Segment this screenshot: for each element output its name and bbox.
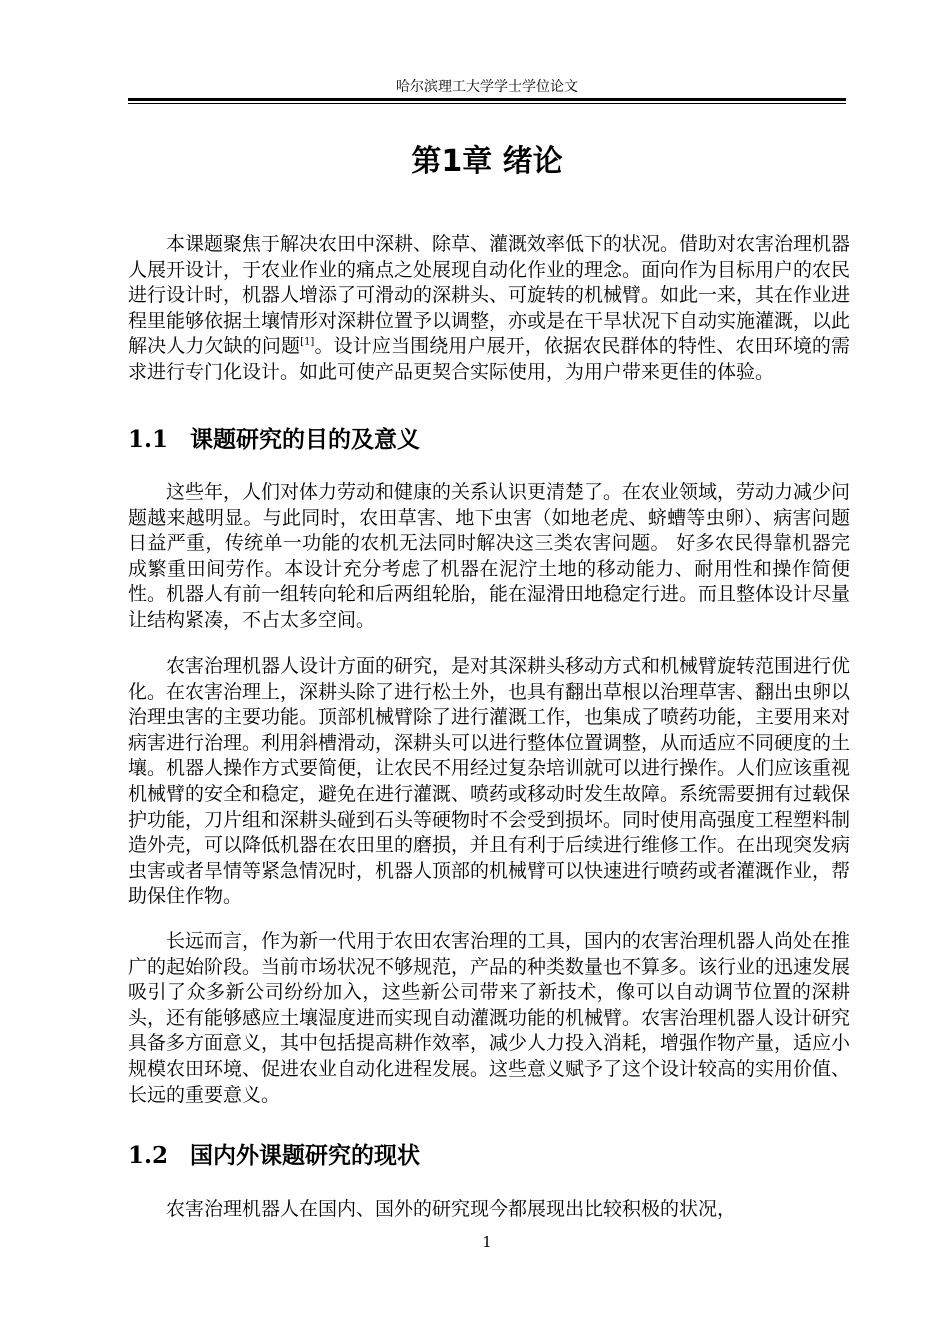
header-rule-thin bbox=[128, 103, 846, 104]
section-1-1-paragraph-3: 长远而言，作为新一代用于农田农害治理的工具，国内的农害治理机器人尚处在推广的起始阶段。当前市场状况不够规范，产品的种类数量也不算多。该行业的迅速发展吸引了众多新公司纷纷加入，这些新公司带来了新技术，像可以自动调节位置的深耕头，还有能够感应土壤湿度进而实现自动灌溉功能的机械臂。农害治理机器人设计研究具备多方面意义，其中包括提高耕作效率，减少人力投入消耗，增强作物产量，适应小规模农田环境、促进农业自动化进程发展。这些意义赋予了这个设计较高的实用价值、长远的重要意义。 bbox=[128, 930, 851, 1106]
section-heading-1-2 bbox=[128, 1140, 846, 1172]
page-number: 1 bbox=[482, 1233, 492, 1251]
section-1-1-paragraph-2: 农害治理机器人设计方面的研究，是对其深耕头移动方式和机械臂旋转范围进行优化。在农害治理上，深耕头除了进行松土外，也具有翻出草根以治理草害、翻出虫卵以治理虫害的主要功能。顶部机械臂除了进行灌溉工作，也集成了喷药功能，主要用来对病害进行治理。利用斜槽滑动，深耕头可以进行整体位置调整，从而适应不同硬度的土壤。机器人操作方式要简便，让农民不用经过复杂培训就可以进行操作。人们应该重视机械臂的安全和稳定，避免在进行灌溉、喷药或移动时发生故障。系统需要拥有过载保护功能，刀片组和深耕头碰到石头等硬物时不会受到损坏。同时使用高强度工程塑料制造外壳，可以降低机器在农田里的磨损，并且有利于后续进行维修工作。在出现突发病虫害或者旱情等紧急情况时，机器人顶部的机械臂可以快速进行喷药或者灌溉作业，帮助保住作物。 bbox=[128, 655, 851, 908]
intro-paragraph bbox=[128, 232, 850, 386]
header-rule-thick bbox=[128, 98, 846, 101]
intro-text-part1: 本课题聚焦于解决农田中深耕、除草、灌溉效率低下的状况。借助对农害治理机器人展开设计，于农业作业的痛点之处展现自动化作业的理念。面向作为目标用户的农民进行设计时，机器人增添了可滑动的深耕头、可旋转的机械臂。如此一来，其在作业进程里能够依据土壤情形对深耕位置予以调整，亦或是在干旱状况下自动实施灌溉，以此解决人力欠缺的问题 bbox=[128, 233, 851, 358]
section-title: 国内外课题研究的现状 bbox=[190, 1143, 420, 1169]
section-number: 1.2 bbox=[128, 1142, 169, 1169]
running-header: 哈尔滨理工大学学士学位论文 bbox=[396, 79, 578, 95]
section-number: 1.1 bbox=[128, 426, 169, 453]
intro-text-part2: 。设计应当围绕用户展开，依据农民群体的特性、农田环境的需求进行专门化设计。如此可使产品更契合实际使用，为用户带来更佳的体验。 bbox=[128, 335, 850, 383]
section-1-1-paragraph-1: 这些年，人们对体力劳动和健康的关系认识更清楚了。在农业领域，劳动力减少问题越来越明显。与此同时，农田草害、地下虫害（如地老虎、蛴螬等虫卵）、病害问题日益严重，传统单一功能的农机无法同时解决这三类农害问题。 好多农民得靠机器完成繁重田间劳作。本设计充分考虑了机器在泥泞土地的移动能力、耐用性和操作简便性。机器人有前一组转向轮和后两组轮胎，能在湿滑田地稳定行进。而且整体设计尽量让结构紧凑，不占太多空间。 bbox=[128, 481, 851, 631]
chapter-title: 第1章 绪论 bbox=[411, 144, 563, 179]
section-1-2-paragraph-1: 农害治理机器人在国内、国外的研究现今都展现出比较积极的状况， bbox=[166, 1198, 737, 1220]
section-title: 课题研究的目的及意义 bbox=[190, 427, 420, 453]
section-heading-1-1 bbox=[128, 424, 846, 456]
citation-ref[interactable]: [1] bbox=[300, 337, 315, 349]
